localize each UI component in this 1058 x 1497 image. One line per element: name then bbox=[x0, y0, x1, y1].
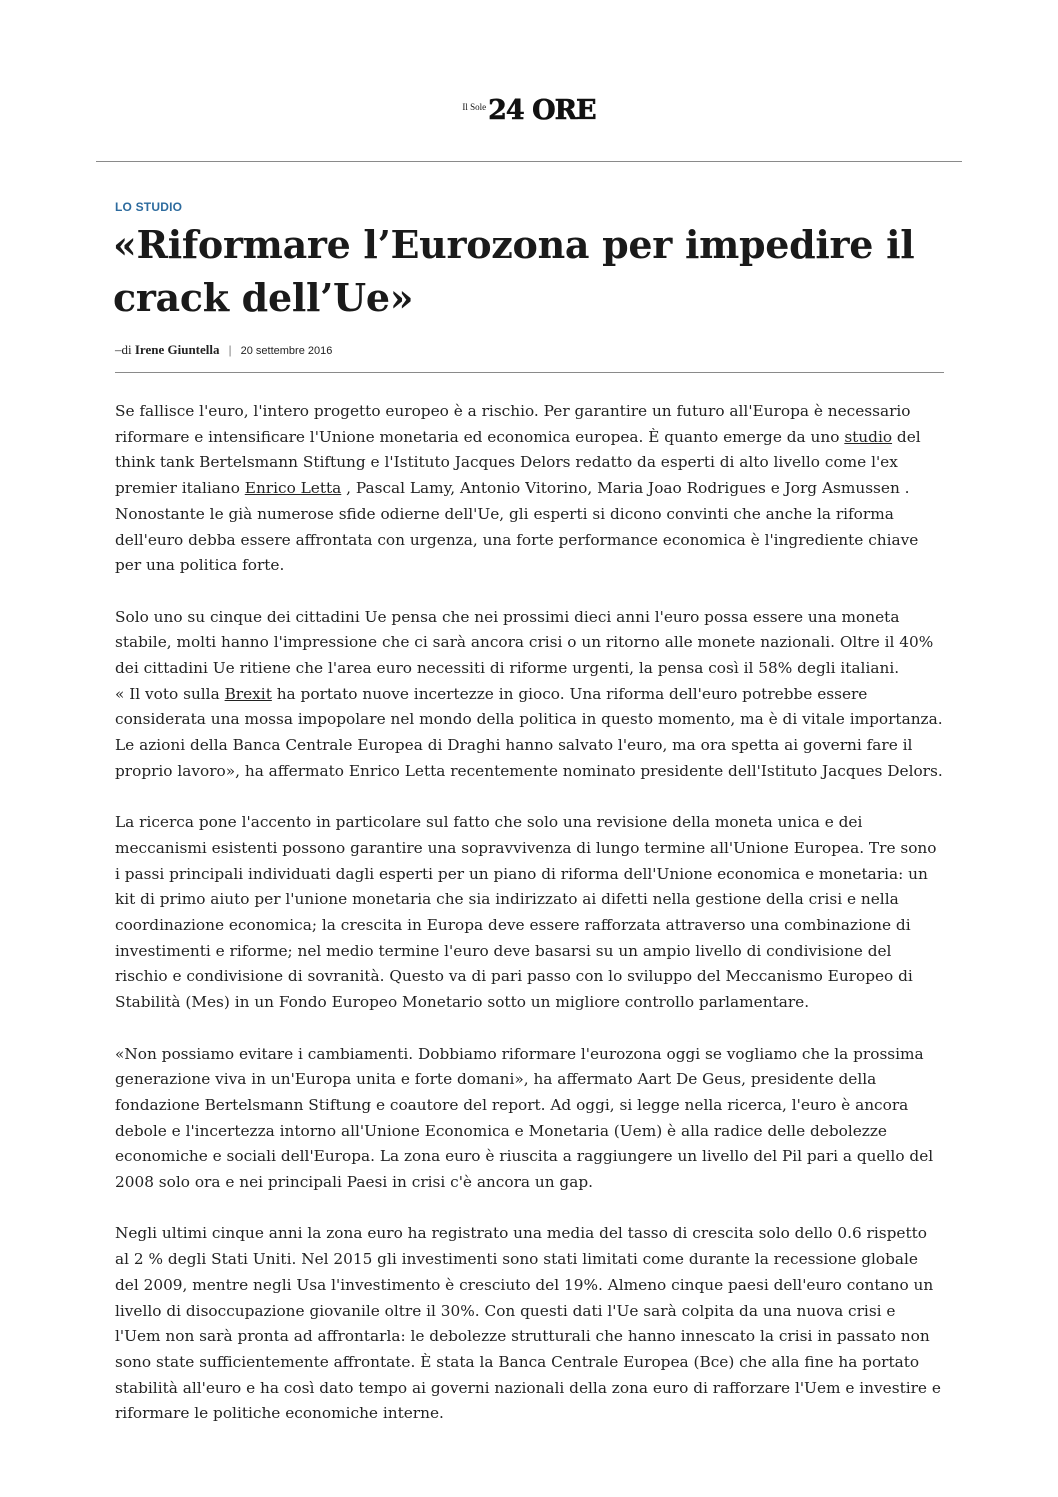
p2-text-a: Solo uno su cinque dei cittadini Ue pensa che nei prossimi dieci anni l'euro possa essere una moneta stabile, molti hanno l'impressione che ci sarà ancora crisi o un ritorno alle monete nazionali. Oltre il 40% dei cittadini Ue ritiene che l'area euro necessiti di riforme urgenti, la pensa così il 58% degli italiani. bbox=[115, 607, 934, 678]
article-kicker: LO STUDIO bbox=[115, 200, 183, 214]
header-divider bbox=[96, 161, 962, 162]
paragraph-2 bbox=[115, 605, 945, 785]
article-body bbox=[115, 399, 945, 1453]
masthead-logo[interactable] bbox=[0, 96, 1058, 126]
paragraph-3: La ricerca pone l'accento in particolare sul fatto che solo una revisione della moneta unica e dei meccanismi esistenti possono garantire una sopravvivenza di lungo termine all'Unione Europea. Tre sono i passi principali individuati dagli esperti per un piano di riforma dell'Unione economica e monetaria: un kit di primo aiuto per l'unione monetaria che sia indirizzato ai difetti nella gestione della crisi e nella coordinazione economica; la crescita in Europa deve essere rafforzata attraverso una combinazione di investimenti e riforme; nel medio termine l'euro deve basarsi su un ampio livello di condivisione del rischio e condivisione di sovranità. Questo va di pari passo con lo sviluppo del Meccanismo Europeo di Stabilità (Mes) in un Fondo Europeo Monetario sotto un migliore controllo parlamentare. bbox=[115, 813, 937, 1012]
masthead-big: 24 ORE bbox=[488, 95, 596, 126]
byline-prefix: –di bbox=[115, 342, 132, 357]
p2-text-b: « Il voto sulla bbox=[115, 684, 225, 703]
byline-divider bbox=[115, 372, 944, 373]
p2-text-c: ha portato nuove incertezze in gioco. Una riforma dell'euro potrebbe essere considerata una mossa impopolare nel mondo della politica in questo momento, ma è di vitale importanza. Le azioni della Banca Centrale Europea di Draghi hanno salvato l'euro, ma ora spetta ai governi fare il proprio lavoro», ha affermato Enrico Letta recentemente nominato presidente dell'Istituto Jacques Delors. bbox=[115, 684, 943, 780]
paragraph-5: Negli ultimi cinque anni la zona euro ha registrato una media del tasso di crescita solo dello 0.6 rispetto al 2 % degli Stati Uniti. Nel 2015 gli investimenti sono stati limitati come durante la recessione globale del 2009, mentre negli Usa l'investimento è cresciuto del 19%. Almeno cinque paesi dell'euro contano un livello di disoccupazione giovanile oltre il 30%. Con questi dati l'Ue sarà colpita da una nuova crisi e l'Uem non sarà pronta ad affrontarla: le debolezze strutturali che hanno innescato la crisi in passato non sono state sufficientemente affrontate. È stata la Banca Centrale Europea (Bce) che alla fine ha portato stabilità all'euro e ha così dato tempo ai governi nazionali della zona euro di rafforzare l'Uem e investire e riformare le politiche economiche interne. bbox=[115, 1224, 941, 1423]
p1-text-b: del think tank Bertelsmann Stiftung e l'Istituto Jacques Delors redatto da esperti di alto livello come l'ex premier italiano bbox=[115, 427, 921, 498]
link-studio[interactable]: studio bbox=[844, 427, 893, 446]
link-enrico-letta[interactable]: Enrico Letta bbox=[244, 479, 342, 498]
byline-date: 20 settembre 2016 bbox=[240, 345, 333, 357]
byline-separator: | bbox=[228, 342, 232, 357]
p1-text-a: Se fallisce l'euro, l'intero progetto europeo è a rischio. Per garantire un futuro all'Europa è necessario riformare e intensificare l'Unione monetaria ed economica europea. È quanto emerge da uno bbox=[115, 402, 911, 446]
p1-text-c: , Pascal Lamy, Antonio Vitorino, Maria Joao Rodrigues e Jorg Asmussen . Nonostante le già numerose sfide odierne dell'Ue, gli esperti si dicono convinti che anche la riforma dell'euro debba essere affrontata con urgenza, una forte performance economica è l'ingrediente chiave per una politica forte. bbox=[115, 479, 919, 575]
byline bbox=[115, 342, 332, 358]
paragraph-4: «Non possiamo evitare i cambiamenti. Dobbiamo riformare l'eurozona oggi se vogliamo che la prossima generazione viva in un'Europa unita e forte domani», ha affermato Aart De Geus, presidente della fondazione Bertelsmann Stiftung e coautore del report. Ad oggi, si legge nella ricerca, l'euro è ancora debole e l'incertezza intorno all'Unione Economica e Monetaria (Uem) è alla radice delle debolezze economiche e sociali dell'Europa. La zona euro è riuscita a raggiungere un livello del Pil pari a quello del 2008 solo ora e nei principali Paesi in crisi c'è ancora un gap. bbox=[115, 1044, 934, 1192]
paragraph-1 bbox=[115, 399, 945, 579]
masthead-small: Il Sole bbox=[462, 102, 487, 112]
byline-author[interactable]: Irene Giuntella bbox=[134, 342, 220, 357]
link-brexit[interactable]: Brexit bbox=[224, 684, 272, 703]
article-title: «Riformare l’Eurozona per impedire il crack dell’Ue» bbox=[113, 222, 915, 320]
